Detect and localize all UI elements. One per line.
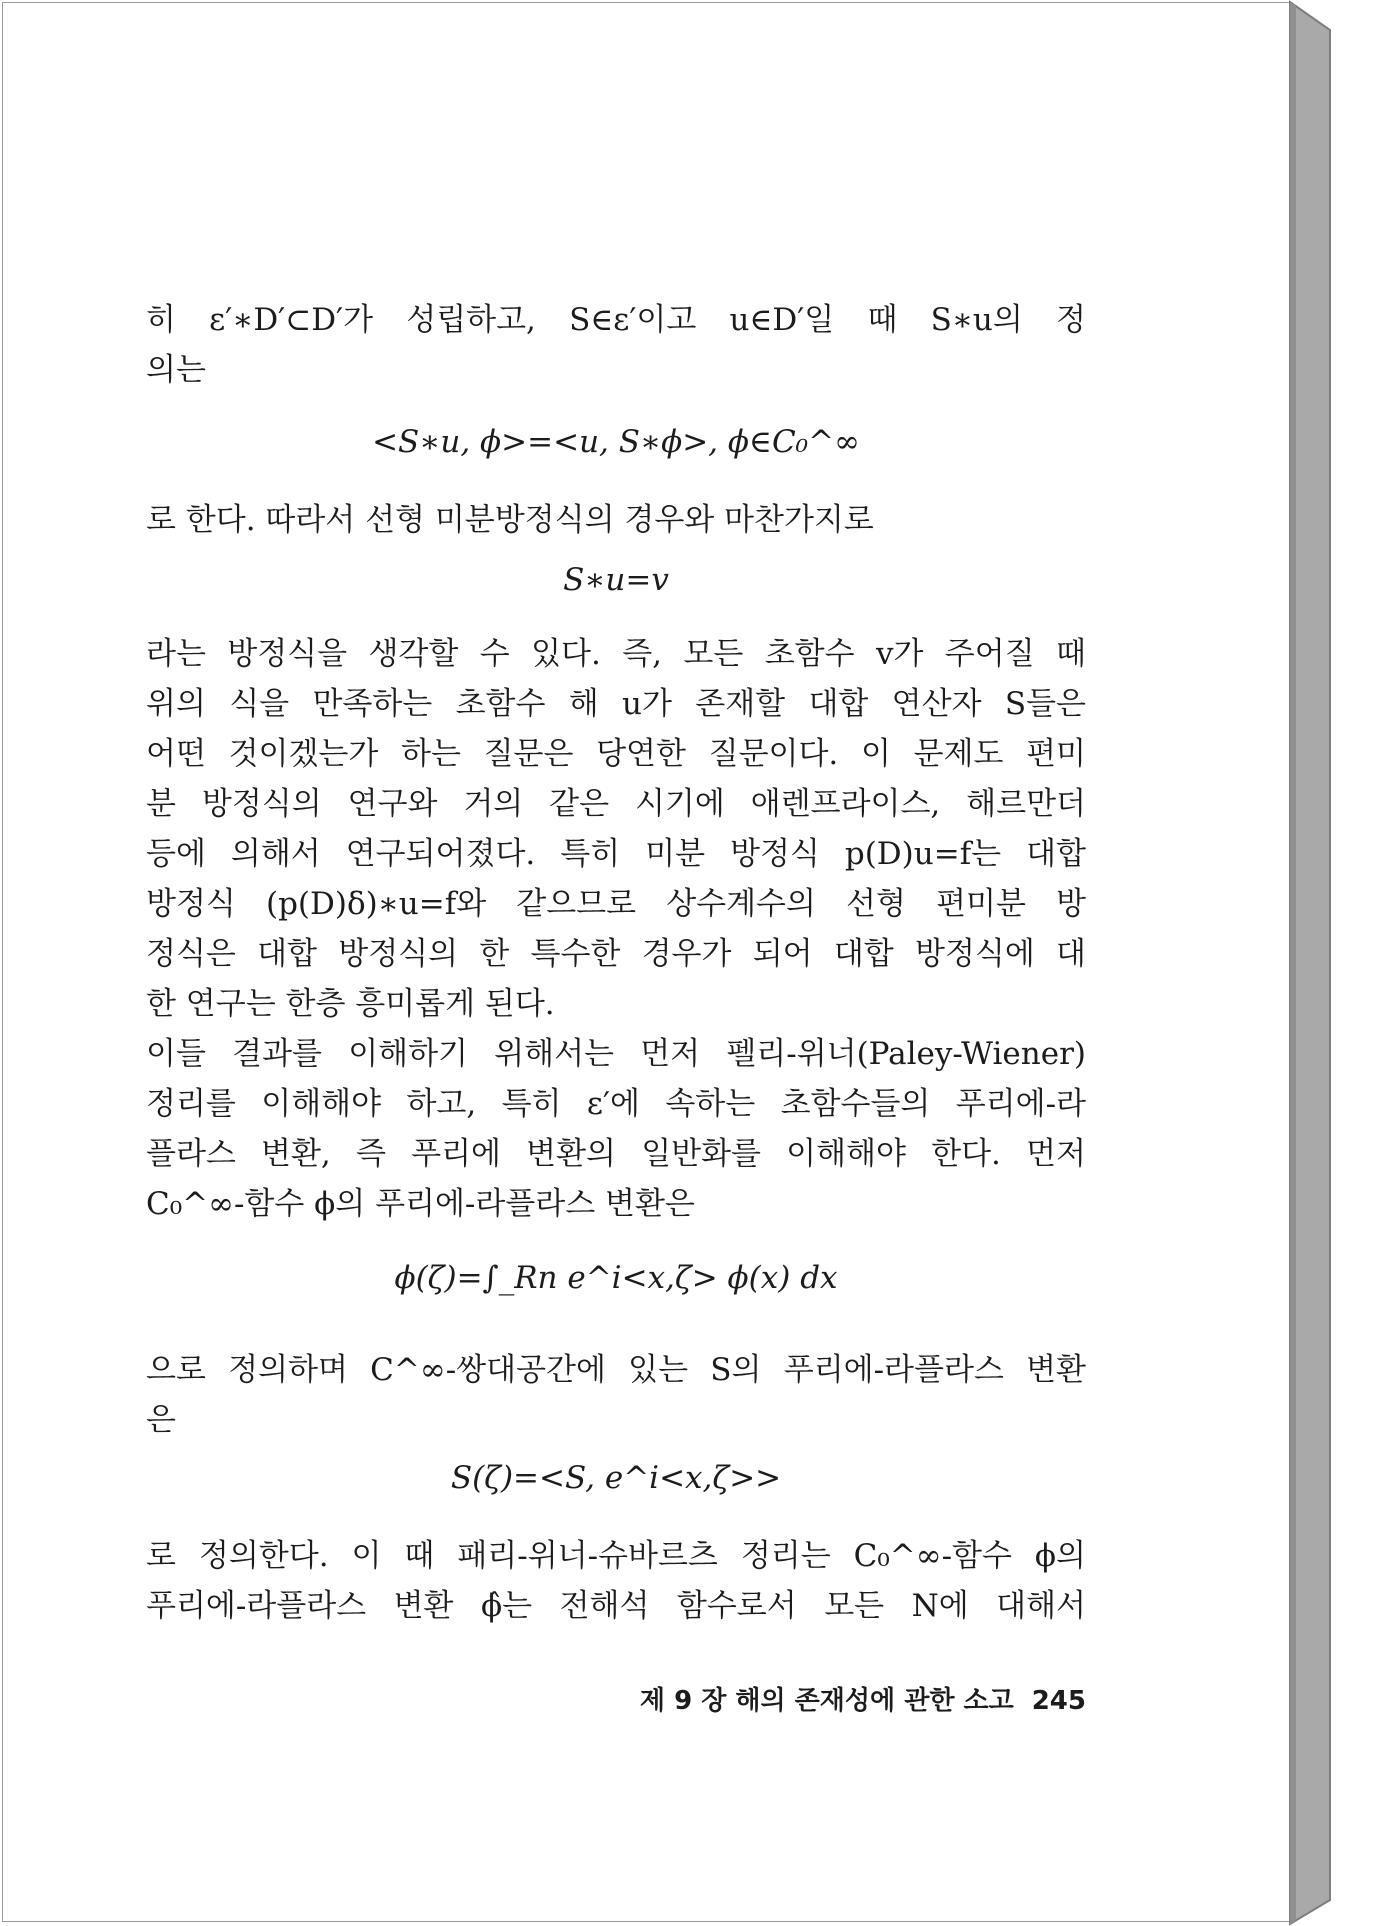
text-line: 은 <box>146 1402 176 1438</box>
text-line: 위의 식을 만족하는 초함수 해 u가 존재할 대합 연산자 S들은 <box>146 686 1086 722</box>
text-line: C₀^∞-함수 ϕ의 푸리에-라플라스 변환은 <box>146 1186 695 1222</box>
text-line: 방정식 (p(D)δ)∗u=f와 같으므로 상수계수의 선형 편미분 방 <box>146 886 1086 922</box>
equation-convolution-equation: S∗u=v <box>563 562 669 598</box>
text-line: 로 정의한다. 이 때 패리-위너-슈바르츠 정리는 C₀^∞-함수 ϕ의 <box>146 1538 1086 1574</box>
text-line: 으로 정의하며 C^∞-쌍대공간에 있는 S의 푸리에-라플라스 변환 <box>146 1352 1086 1388</box>
chapter-title: 제 9 장 해의 존재성에 관한 소고 <box>639 1686 1014 1716</box>
equation-convolution-definition: <S∗u, ϕ>=<u, S∗ϕ>, ϕ∈C₀^∞ <box>372 424 860 460</box>
running-footer <box>590 1680 1086 1717</box>
text-line: 이들 결과를 이해하기 위해서는 먼저 펠리-위너(Paley-Wiener) <box>146 1036 1086 1072</box>
text-line: 분 방정식의 연구와 거의 같은 시기에 애렌프라이스, 해르만더 <box>146 786 1086 822</box>
page-number: 245 <box>1031 1686 1086 1716</box>
equation-fourier-laplace-distribution: S(ζ)=<S, e^i<x,ζ>> <box>450 1460 782 1496</box>
text-line: 한 연구는 한층 흥미롭게 된다. <box>146 986 555 1022</box>
text-line: 정리를 이해해야 하고, 특히 ε′에 속하는 초함수들의 푸리에-라 <box>146 1086 1086 1122</box>
text-line: 의는 <box>146 352 206 388</box>
text-line: 라는 방정식을 생각할 수 있다. 즉, 모든 초함수 v가 주어질 때 <box>146 636 1086 672</box>
text-line: 정식은 대합 방정식의 한 특수한 경우가 되어 대합 방정식에 대 <box>146 936 1086 972</box>
text-line: 어떤 것이겠는가 하는 질문은 당연한 질문이다. 이 문제도 편미 <box>146 736 1086 772</box>
text-line: 푸리에-라플라스 변환 ϕ̂는 전해석 함수로서 모든 N에 대해서 <box>146 1588 1086 1624</box>
text-line: 로 한다. 따라서 선형 미분방정식의 경우와 마찬가지로 <box>146 502 874 538</box>
text-line: 히 ε′∗D′⊂D′가 성립하고, S∈ε′이고 u∈D′일 때 S∗u의 정 <box>146 302 1086 338</box>
equation-fourier-laplace-function: ϕ(ζ)=∫_Rn e^i<x,ζ> ϕ(x) dx <box>394 1260 838 1296</box>
text-line: 플라스 변환, 즉 푸리에 변환의 일반화를 이해해야 한다. 먼저 <box>146 1136 1086 1172</box>
text-line: 등에 의해서 연구되어졌다. 특히 미분 방정식 p(D)u=f는 대합 <box>146 836 1086 872</box>
